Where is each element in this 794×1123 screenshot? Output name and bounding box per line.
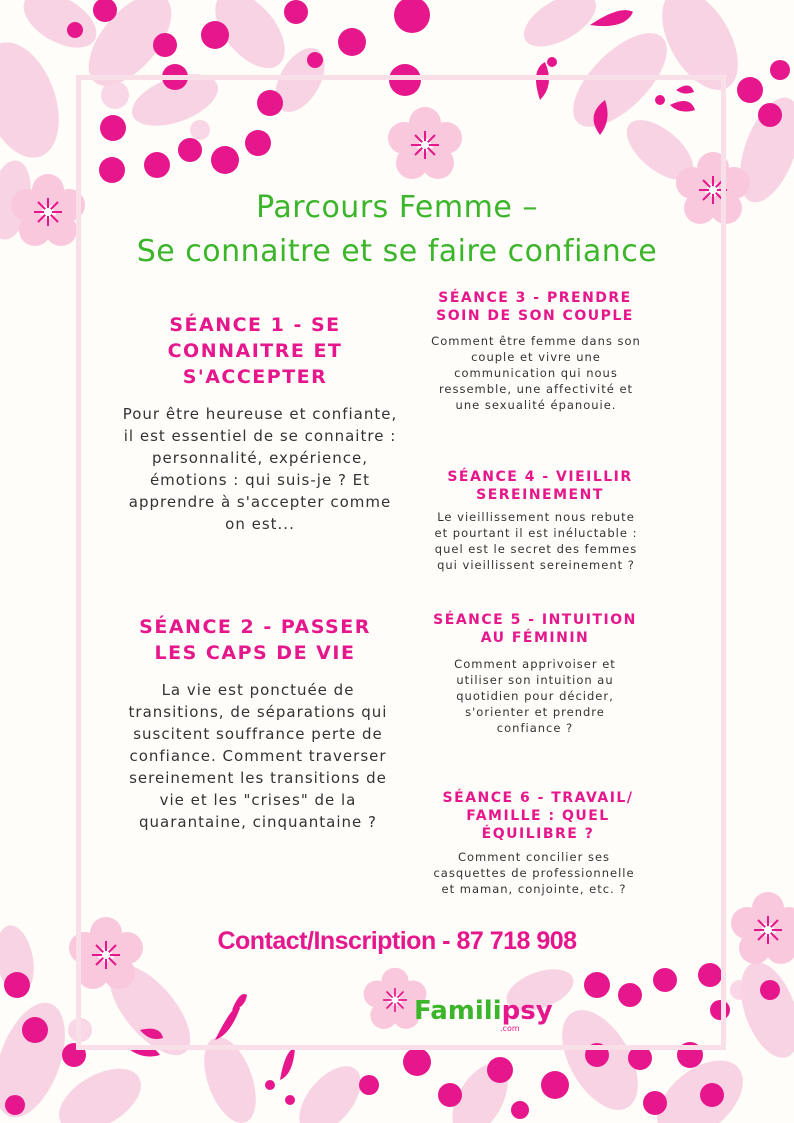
session-3-heading: SÉANCE 3 - PRENDRE SOIN DE SON COUPLE <box>436 290 634 324</box>
contact-line: Contact/Inscription - 87 718 908 <box>217 927 577 955</box>
session-2-heading: SÉANCE 2 - PASSER LES CAPS DE VIE <box>139 616 371 664</box>
session-6-heading: SÉANCE 6 - TRAVAIL/ FAMILLE : QUEL ÉQUILIBRE ? <box>442 790 634 842</box>
logo-part1: Famili <box>414 996 502 1026</box>
session-3-text: Comment être femme dans son couple et vivre une communication qui nous ressemble, une affectivité et une sexualité épanouie. <box>431 334 641 412</box>
session-4-text: Le vieillissement nous rebute et pourtant il est inéluctable : quel est le secret des femmes qui vieillissent sereinement ? <box>434 510 638 572</box>
logo-part2: psy <box>501 996 553 1026</box>
familipsy-logo <box>414 996 553 1026</box>
page-title-line1: Parcours Femme – <box>256 190 538 225</box>
session-1-text: Pour être heureuse et confiante, il est essentiel de se connaitre : personnalité, expérience, émotions : qui suis-je ? Et apprendre à s'accepter comme on est... <box>122 405 398 533</box>
page-title-line2: Se connaitre et se faire confiance <box>136 234 658 269</box>
session-5-text: Comment apprivoiser et utiliser son intuition au quotidien pour décider, s'orienter et prendre confiance ? <box>454 657 616 735</box>
session-5-heading: SÉANCE 5 - INTUITION AU FÉMININ <box>433 612 637 646</box>
session-4-heading: SÉANCE 4 - VIEILLIR SEREINEMENT <box>447 469 633 503</box>
session-2-text: La vie est ponctuée de transitions, de séparations qui suscitent souffrance perte de confiance. Comment traverser sereinement les transitions de vie et les "crises" de la quarantaine, cinquantaine ? <box>128 681 388 831</box>
session-6-text: Comment concilier ses casquettes de professionnelle et maman, conjointe, etc. ? <box>433 850 635 896</box>
session-1-heading: SÉANCE 1 - SE CONNAITRE ET S'ACCEPTER <box>167 314 343 388</box>
logo-domain: .com <box>500 1024 520 1033</box>
